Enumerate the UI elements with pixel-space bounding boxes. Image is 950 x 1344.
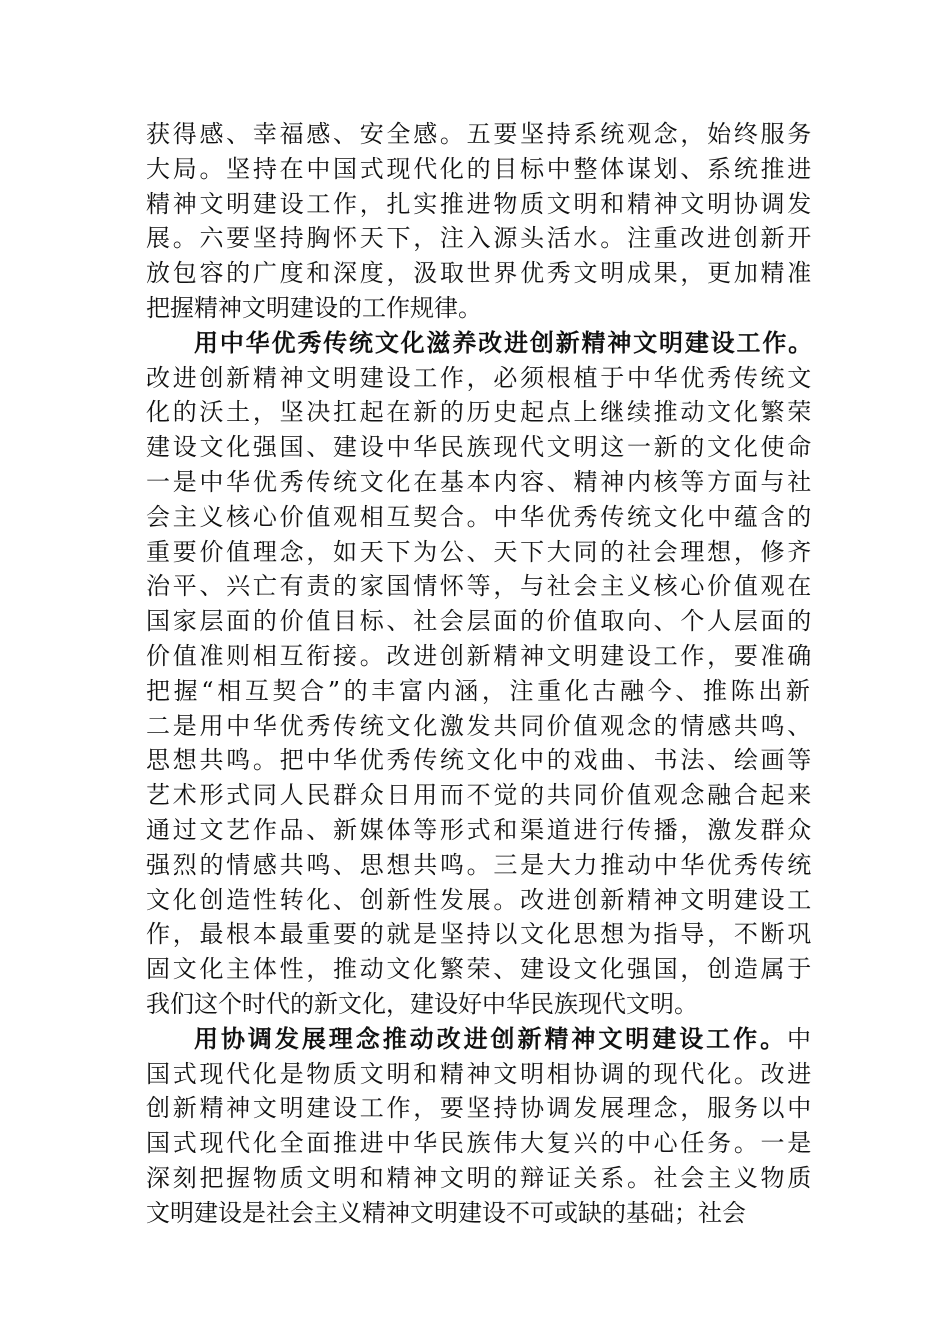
line-text: 大局。坚持在中国式现代化的目标中整体谋划、系统推进 — [146, 154, 814, 183]
line-text: 获得感、幸福感、安全感。五要坚持系统观念，始终服务 — [146, 120, 814, 148]
text-line — [146, 674, 814, 708]
text-line — [146, 917, 814, 951]
line-text: 强烈的情感共鸣、思想共鸣。三是大力推动中华优秀传统 — [146, 850, 814, 879]
text-line — [194, 1022, 814, 1056]
text-line — [146, 1126, 814, 1160]
text-line — [146, 361, 814, 395]
line-text: 把握精神文明建设的工作规律。 — [146, 294, 482, 322]
line-text: 艺术形式同人民群众日用而不觉的共同价值观念融合起来 — [146, 781, 814, 810]
text-line — [146, 778, 814, 812]
line-text: 化的沃土，坚决扛起在新的历史起点上继续推动文化繁荣 — [146, 398, 814, 427]
line-text: 国式现代化是物质文明和精神文明相协调的现代化。改进 — [146, 1059, 814, 1088]
line-text: 二是用中华优秀传统文化激发共同价值观念的情感共鸣、 — [146, 711, 814, 740]
line-text: 展。六要坚持胸怀天下，注入源头活水。注重改进创新开 — [146, 224, 814, 253]
line-text: 把握“相互契合”的丰富内涵，注重化古融今、推陈出新 — [146, 676, 814, 705]
section-heading: 用中华优秀传统文化滋养改进创新精神文明建设工作。 — [194, 327, 814, 357]
text-line — [146, 117, 814, 151]
line-text: 重要价值理念，如天下为公、天下大同的社会理想，修齐 — [146, 537, 814, 566]
text-line — [146, 430, 814, 464]
line-text: 创新精神文明建设工作，要坚持协调发展理念，服务以中 — [146, 1094, 814, 1123]
text-line — [146, 256, 814, 290]
text-line — [146, 465, 814, 499]
line-text: 会主义核心价值观相互契合。中华优秀传统文化中蕴含的 — [146, 502, 814, 531]
line-text: 中 — [787, 1024, 815, 1053]
text-line — [146, 1196, 746, 1230]
text-line — [146, 569, 814, 603]
text-line — [146, 221, 814, 255]
text-line — [146, 500, 814, 534]
text-line — [146, 395, 814, 429]
text-line — [146, 535, 814, 569]
text-line — [146, 1091, 814, 1125]
line-text: 文明建设是社会主义精神文明建设不可或缺的基础；社会 — [146, 1198, 746, 1227]
line-text: 固文化主体性，推动文化繁荣、建设文化强国，创造属于 — [146, 955, 814, 984]
line-text: 国家层面的价值目标、社会层面的价值取向、个人层面的 — [146, 607, 814, 636]
line-text: 作，最根本最重要的就是坚持以文化思想为指导，不断巩 — [146, 920, 814, 949]
line-text: 国式现代化全面推进中华民族伟大复兴的中心任务。一是 — [146, 1129, 814, 1158]
text-line — [146, 743, 814, 777]
text-line — [146, 187, 814, 221]
text-line — [146, 709, 814, 743]
text-line — [146, 604, 814, 638]
text-line — [146, 1057, 814, 1091]
text-line — [146, 1161, 814, 1195]
line-text: 改进创新精神文明建设工作，必须根植于中华优秀传统文 — [146, 363, 814, 392]
text-line — [146, 639, 814, 673]
line-text: 我们这个时代的新文化，建设好中华民族现代文明。 — [146, 990, 698, 1018]
text-line — [194, 326, 814, 360]
text-line — [146, 848, 814, 882]
line-text: 精神文明建设工作，扎实推进物质文明和精神文明协调发 — [146, 189, 814, 218]
line-text: 思想共鸣。把中华优秀传统文化中的戏曲、书法、绘画等 — [146, 746, 814, 775]
line-text: 放包容的广度和深度，汲取世界优秀文明成果，更加精准 — [146, 259, 814, 288]
line-text: 通过文艺作品、新媒体等形式和渠道进行传播，激发群众 — [146, 816, 814, 844]
text-line — [146, 987, 698, 1021]
section-heading: 用协调发展理念推动改进创新精神文明建设工作。 — [194, 1023, 788, 1053]
line-text: 深刻把握物质文明和精神文明的辩证关系。社会主义物质 — [146, 1164, 814, 1192]
text-line — [146, 291, 482, 325]
text-line — [146, 813, 814, 847]
line-text: 文化创造性转化、创新性发展。改进创新精神文明建设工 — [146, 885, 814, 914]
text-line — [146, 152, 814, 186]
line-text: 建设文化强国、建设中华民族现代文明这一新的文化使命 — [146, 433, 814, 462]
text-line — [146, 952, 814, 986]
line-text: 治平、兴亡有责的家国情怀等，与社会主义核心价值观在 — [146, 572, 814, 601]
line-text: 价值准则相互衔接。改进创新精神文明建设工作，要准确 — [146, 642, 814, 670]
line-text: 一是中华优秀传统文化在基本内容、精神内核等方面与社 — [146, 468, 814, 496]
text-line — [146, 883, 814, 917]
